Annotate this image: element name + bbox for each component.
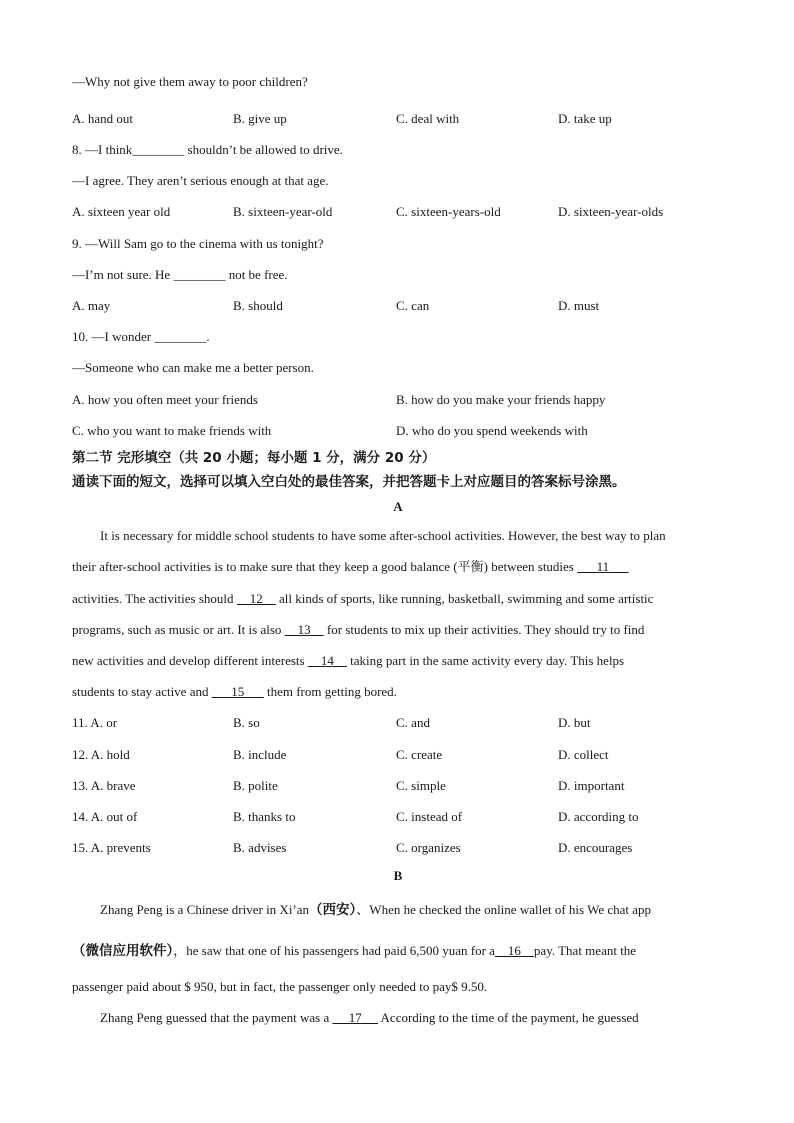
blank-number: 12 [249, 591, 263, 606]
passage-text: all kinds of sports, like running, basketball, swimming and some artistic [275, 591, 654, 606]
passage-text: It is necessary for middle school students to have some after-school activities. However, the best way to plan [100, 528, 666, 543]
passage-text: 、When he checked the online wallet of his We chat app [356, 902, 652, 917]
q15-option-a: 15. A. prevents [72, 840, 151, 855]
q13-option-d: D. important [558, 778, 625, 793]
q13-option-a: 13. A. brave [72, 778, 136, 793]
passage-text: them from getting bored. [263, 684, 397, 699]
q8-response: —I agree. They aren’t serious enough at that age. [72, 173, 329, 188]
blank-11 [577, 559, 629, 574]
q14-option-d: D. according to [558, 809, 639, 824]
blank-number: 15 [231, 684, 245, 699]
q9-option-c: C. can [396, 298, 430, 313]
passage-a-line-5 [72, 653, 724, 669]
blank-number: 17 [348, 1010, 362, 1025]
q8-prompt: 8. —I think________ shouldn’t be allowed to drive. [72, 142, 343, 157]
passage-b-line-1 [72, 902, 724, 918]
passage-a-line-6 [72, 684, 724, 700]
q7-response: —Why not give them away to poor children? [72, 74, 308, 89]
passage-a-label: A [393, 499, 403, 514]
q10-option-b: B. how do you make your friends happy [396, 392, 606, 407]
blank-number: 16 [507, 943, 521, 958]
q15-option-c: C. organizes [396, 840, 461, 855]
q8-option-d: D. sixteen-year-olds [558, 204, 664, 219]
passage-text: students to stay active and [72, 684, 212, 699]
q12-option-c: C. create [396, 747, 443, 762]
q13-option-b: B. polite [233, 778, 278, 793]
blank-15 [212, 684, 264, 699]
passage-b-line-4 [72, 1010, 724, 1026]
q8-option-c: C. sixteen-years-old [396, 204, 501, 219]
passage-text: programs, such as music or art. It is also [72, 622, 285, 637]
q7-option-d: D. take up [558, 111, 612, 126]
q14-option-c: C. instead of [396, 809, 463, 824]
passage-a-line-3 [72, 591, 724, 607]
blank-12 [237, 591, 276, 606]
q10-prompt: 10. —I wonder ________. [72, 329, 210, 344]
q10-option-a: A. how you often meet your friends [72, 392, 258, 407]
q14-option-a: 14. A. out of [72, 809, 138, 824]
passage-cn-gloss: （西安） [309, 902, 357, 918]
passage-b-line-3: passenger paid about $ 950, but in fact, the passenger only needed to pay$ 9.50. [72, 979, 488, 994]
passage-text: activities. The activities should [72, 591, 237, 606]
passage-text: According to the time of the payment, he guessed [378, 1010, 639, 1025]
passage-text: Zhang Peng is a Chinese driver in Xi’an [100, 902, 310, 917]
q15-option-b: B. advises [233, 840, 287, 855]
q12-option-a: 12. A. hold [72, 747, 130, 762]
passage-a-line-4 [72, 622, 724, 638]
q9-prompt: 9. —Will Sam go to the cinema with us tonight? [72, 236, 324, 251]
q11-option-b: B. so [233, 715, 260, 730]
q9-option-a: A. may [72, 298, 111, 313]
passage-text: new activities and develop different interests [72, 653, 308, 668]
passage-cn-gloss: （微信应用软件） [72, 943, 174, 959]
q8-option-b: B. sixteen-year-old [233, 204, 333, 219]
passage-text: for students to mix up their activities. They should try to find [323, 622, 645, 637]
blank-17 [333, 1010, 379, 1025]
q11-option-c: C. and [396, 715, 430, 730]
q12-option-b: B. include [233, 747, 287, 762]
q7-option-a: A. hand out [72, 111, 134, 126]
q12-option-d: D. collect [558, 747, 609, 762]
q9-option-d: D. must [558, 298, 600, 313]
blank-13 [285, 622, 324, 637]
q9-option-b: B. should [233, 298, 283, 313]
passage-text: Zhang Peng guessed that the payment was a [100, 1010, 333, 1025]
passage-b-line-2 [72, 943, 724, 959]
passage-text: ，he saw that one of his passengers had paid 6,500 yuan for a [173, 943, 495, 958]
blank-16 [495, 943, 534, 958]
passage-b-label: B [393, 868, 403, 883]
passage-a-line-2 [72, 559, 724, 575]
q11-option-d: D. but [558, 715, 591, 730]
section-title: 第二节 完形填空（共 20 小题；每小题 1 分，满分 20 分） [72, 450, 436, 466]
q14-option-b: B. thanks to [233, 809, 296, 824]
passage-text: their after-school activities is to make sure that they keep a good balance (平衡) between studies [72, 559, 578, 574]
passage-text: taking part in the same activity every day. This helps [346, 653, 625, 668]
passage-text: pay. That meant the [533, 943, 637, 958]
q10-response: —Someone who can make me a better person. [72, 360, 314, 375]
q13-option-c: C. simple [396, 778, 446, 793]
q11-option-a: 11. A. or [72, 715, 118, 730]
q10-option-d: D. who do you spend weekends with [396, 423, 588, 438]
passage-a-line-1 [72, 528, 724, 544]
q10-option-c: C. who you want to make friends with [72, 423, 272, 438]
blank-number: 13 [297, 622, 311, 637]
section-instruction: 通读下面的短文，选择可以填入空白处的最佳答案，并把答题卡上对应题目的答案标号涂黑。 [72, 474, 626, 490]
blank-14 [308, 653, 347, 668]
blank-number: 11 [596, 559, 610, 574]
q7-option-c: C. deal with [396, 111, 460, 126]
blank-number: 14 [320, 653, 334, 668]
q15-option-d: D. encourages [558, 840, 633, 855]
q7-option-b: B. give up [233, 111, 287, 126]
q9-response: —I’m not sure. He ________ not be free. [72, 267, 288, 282]
q8-option-a: A. sixteen year old [72, 204, 171, 219]
